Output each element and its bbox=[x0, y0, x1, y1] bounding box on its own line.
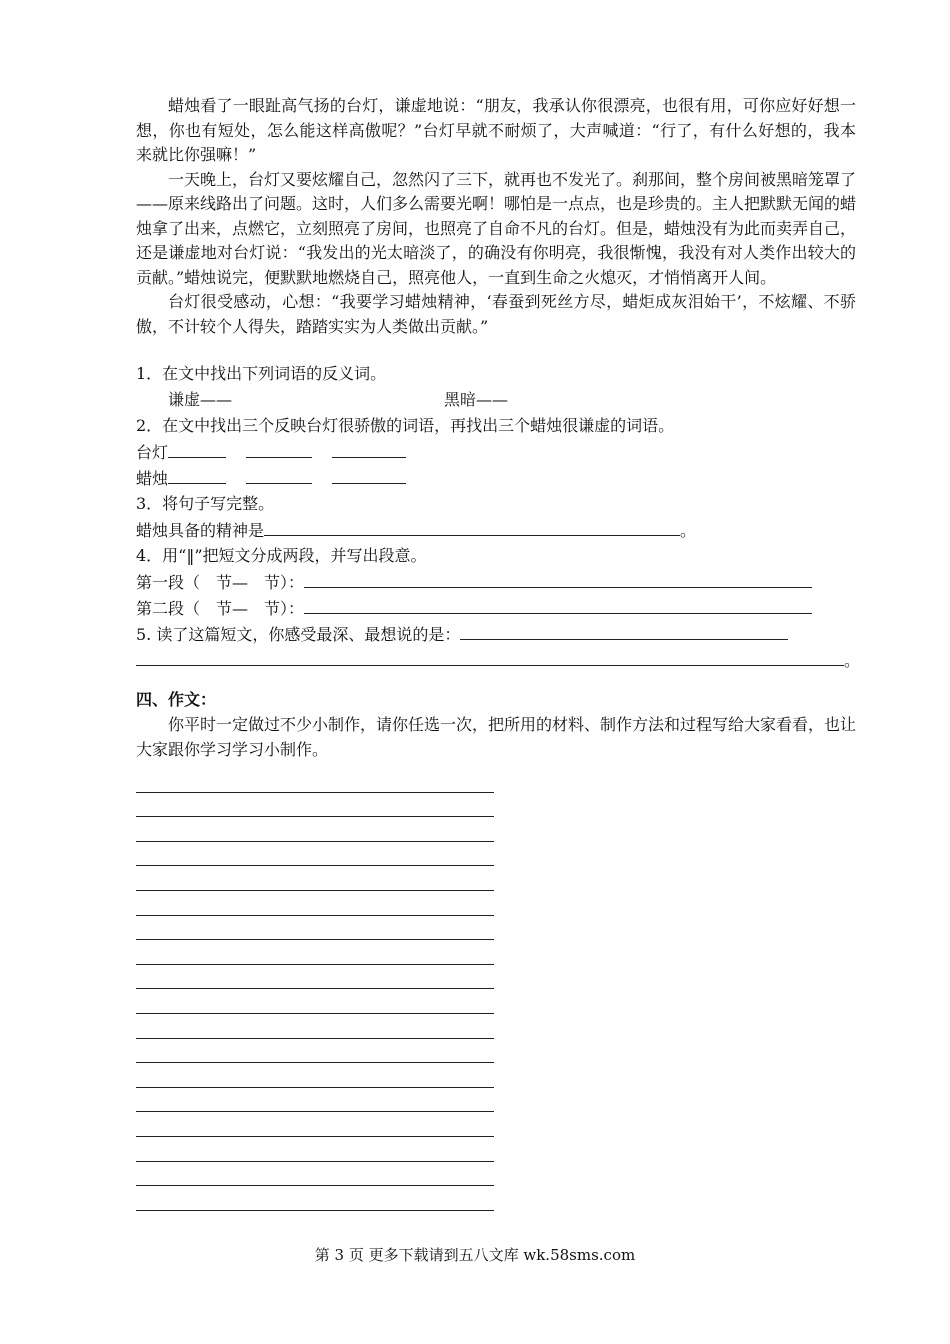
question-5-period: 。 bbox=[844, 651, 861, 670]
question-4: 4．用“‖”把短文分成两段，并写出段意。 bbox=[136, 546, 427, 565]
passage-paragraph-2: 一天晚上，台灯又要炫耀自己，忽然闪了三下，就再也不发光了。刹那间，整个房间被黑暗笼罩了——原来线路出了问题。这时，人们多么需要光啊！哪怕是一点点，也是珍贵的。主人把默默无闻的蜡烛拿了出来，点燃它，立刻照亮了房间，也照亮了自命不凡的台灯。但是，蜡烛没有为此而卖弄自己，还是谦虚地对台灯说：“我发出的光太暗淡了，的确没有你明亮，我很惭愧，我没有对人类作出较大的贡献。”蜡烛说完，便默默地燃烧自己，照亮他人，一直到生命之火熄灭，才悄悄离开人间。 bbox=[136, 169, 857, 287]
writing-line[interactable] bbox=[136, 989, 494, 1014]
writing-line[interactable] bbox=[136, 891, 494, 916]
passage-paragraph-3: 台灯很受感动，心想：“我要学习蜡烛精神，‘春蚕到死丝方尽，蜡炬成灰泪始干’，不炫耀、不骄傲，不计较个人得失，踏踏实实为人类做出贡献。” bbox=[136, 292, 856, 336]
question-5-blank-2[interactable] bbox=[136, 647, 844, 666]
question-2-lamp-row bbox=[136, 439, 856, 465]
writing-line[interactable] bbox=[136, 793, 494, 818]
candle-word-blank-2[interactable] bbox=[246, 465, 312, 484]
composition-prompt: 你平时一定做过不少小制作，请你任选一次，把所用的材料、制作方法和过程写给大家看看，也让大家跟你学习学习小制作。 bbox=[136, 715, 857, 759]
writing-line[interactable] bbox=[136, 1162, 494, 1187]
writing-line[interactable] bbox=[136, 940, 494, 965]
lamp-word-blank-3[interactable] bbox=[332, 439, 406, 458]
lamp-word-blank-1[interactable] bbox=[168, 439, 226, 458]
spirit-answer-blank[interactable] bbox=[264, 517, 680, 536]
question-5-blank-1[interactable] bbox=[460, 621, 788, 640]
passage-paragraph-1: 蜡烛看了一眼趾高气扬的台灯，谦虚地说：“朋友，我承认你很漂亮，也很有用，可你应好好想一想，你也有短处，怎么能这样高傲呢？”台灯早就不耐烦了，大声喊道：“行了，有什么好想的，我本来就比你强嘛！” bbox=[136, 96, 856, 164]
question-1: 1．在文中找出下列词语的反义词。 bbox=[136, 364, 387, 383]
question-4-part-2 bbox=[136, 595, 856, 621]
spirit-prompt: 蜡烛具备的精神是 bbox=[136, 521, 265, 540]
writing-line[interactable] bbox=[136, 1088, 494, 1113]
writing-line[interactable] bbox=[136, 1014, 494, 1039]
worksheet-page bbox=[136, 94, 861, 1211]
antonym-prompt-humble: 谦虚—— bbox=[168, 390, 233, 409]
writing-line[interactable] bbox=[136, 842, 494, 867]
candle-label: 蜡烛 bbox=[136, 469, 169, 488]
writing-line[interactable] bbox=[136, 1137, 494, 1162]
question-3: 3．将句子写完整。 bbox=[136, 494, 275, 513]
question-5 bbox=[136, 621, 856, 647]
spirit-period: 。 bbox=[680, 521, 697, 540]
composition-heading: 四、作文： bbox=[136, 690, 217, 709]
part-2-answer-blank[interactable] bbox=[304, 595, 812, 614]
writing-line[interactable] bbox=[136, 1039, 494, 1064]
question-1-answers bbox=[136, 387, 856, 413]
question-2-candle-row bbox=[136, 465, 856, 491]
composition-writing-area[interactable] bbox=[136, 768, 856, 1211]
writing-line[interactable] bbox=[136, 916, 494, 941]
page-footer: 第 3 页 更多下载请到五八文库 wk.58sms.com bbox=[314, 1246, 636, 1264]
writing-line[interactable] bbox=[136, 1112, 494, 1137]
writing-line[interactable] bbox=[136, 1063, 494, 1088]
part-1-label: 第一段（ 节— 节）： bbox=[136, 573, 305, 592]
candle-word-blank-3[interactable] bbox=[332, 465, 406, 484]
writing-line[interactable] bbox=[136, 965, 494, 990]
question-2: 2．在文中找出三个反映台灯很骄傲的词语，再找出三个蜡烛很谦虚的词语。 bbox=[136, 416, 675, 435]
question-4-part-1 bbox=[136, 569, 856, 595]
question-3-sentence bbox=[136, 517, 856, 543]
part-1-answer-blank[interactable] bbox=[304, 569, 812, 588]
part-2-label: 第二段（ 节— 节）： bbox=[136, 599, 305, 618]
lamp-word-blank-2[interactable] bbox=[246, 439, 312, 458]
writing-line[interactable] bbox=[136, 768, 494, 793]
antonym-prompt-dark: 黑暗—— bbox=[444, 390, 509, 409]
question-5-line-2 bbox=[136, 647, 861, 673]
lamp-label: 台灯 bbox=[136, 443, 169, 462]
writing-line[interactable] bbox=[136, 866, 494, 891]
question-5-prompt: 5. 读了这篇短文，你感受最深、最想说的是： bbox=[136, 625, 461, 644]
writing-line[interactable] bbox=[136, 817, 494, 842]
writing-line[interactable] bbox=[136, 1186, 494, 1211]
candle-word-blank-1[interactable] bbox=[168, 465, 226, 484]
